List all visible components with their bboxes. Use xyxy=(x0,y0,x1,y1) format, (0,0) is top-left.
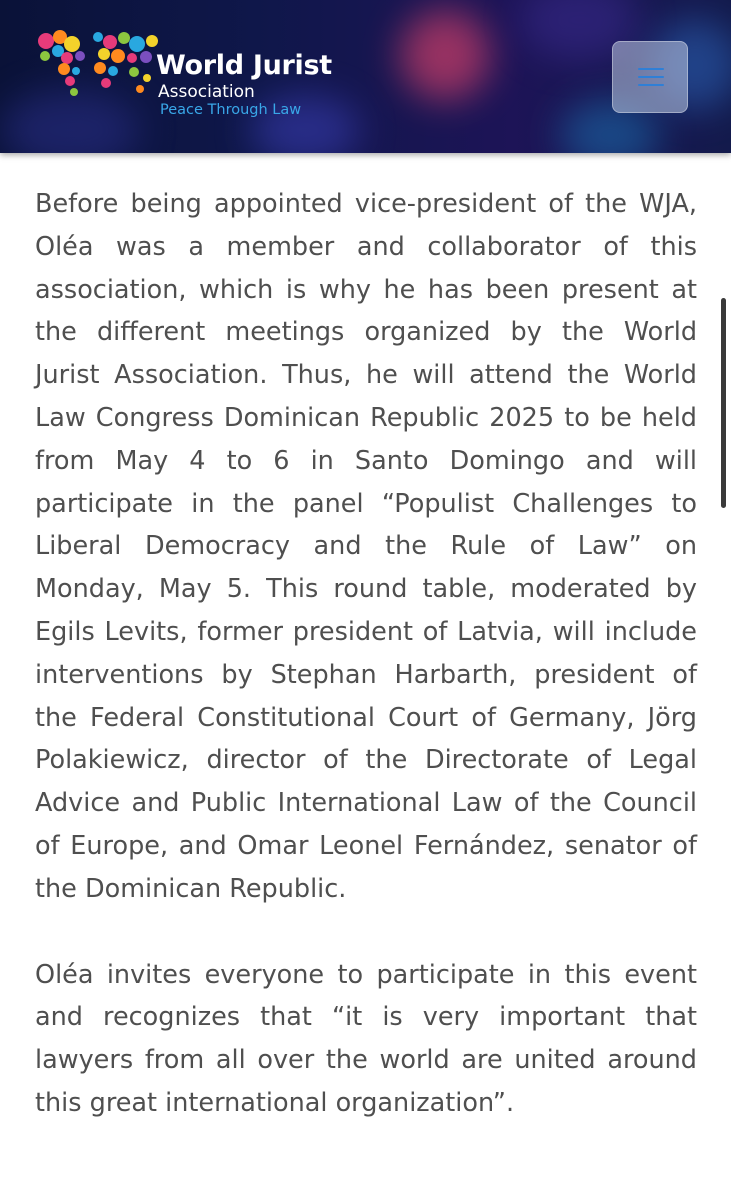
world-map-dots-icon xyxy=(36,28,166,103)
page-scrollbar[interactable] xyxy=(721,298,726,508)
menu-toggle-button[interactable] xyxy=(612,41,688,113)
hamburger-menu-icon xyxy=(638,68,664,70)
logo-tagline: Peace Through Law xyxy=(160,102,302,118)
article-paragraph: Before being appointed vice-president of the WJA, Oléa was a member and collaborator of this association, which is why he has been present at the different meetings organized by the World Jurist Association. Thus, he will attend the World Law Congress Dominican Republic 2025 to be held from May 4 to 6 in Santo Domingo and will participate in the panel “Populist Challenges to Liberal Democracy and the Rule of Law” on Monday, May 5. This round table, moderated by Egils Levits, former president of Latvia, will include interventions by Stephan Harbarth, president of the Federal Constitutional Court of Germany, Jörg Polakiewicz, director of the Directorate of Legal Advice and Public International Law of the Council of Europe, and Omar Leonel Fernández, senator of the Dominican Republic. xyxy=(35,189,697,904)
logo-subtitle: Association xyxy=(158,82,255,102)
article-paragraph: Oléa invites everyone to participate in this event and recognizes that “it is very important that lawyers from all over the world are united around this great international organization”. xyxy=(35,959,697,1118)
site-header xyxy=(0,0,731,153)
header-bokeh xyxy=(400,10,490,100)
hamburger-menu-icon xyxy=(638,76,664,78)
logo-title: World Jurist xyxy=(156,50,332,81)
article-body xyxy=(35,183,697,1125)
site-logo[interactable] xyxy=(36,28,376,128)
hamburger-menu-icon xyxy=(638,84,664,86)
